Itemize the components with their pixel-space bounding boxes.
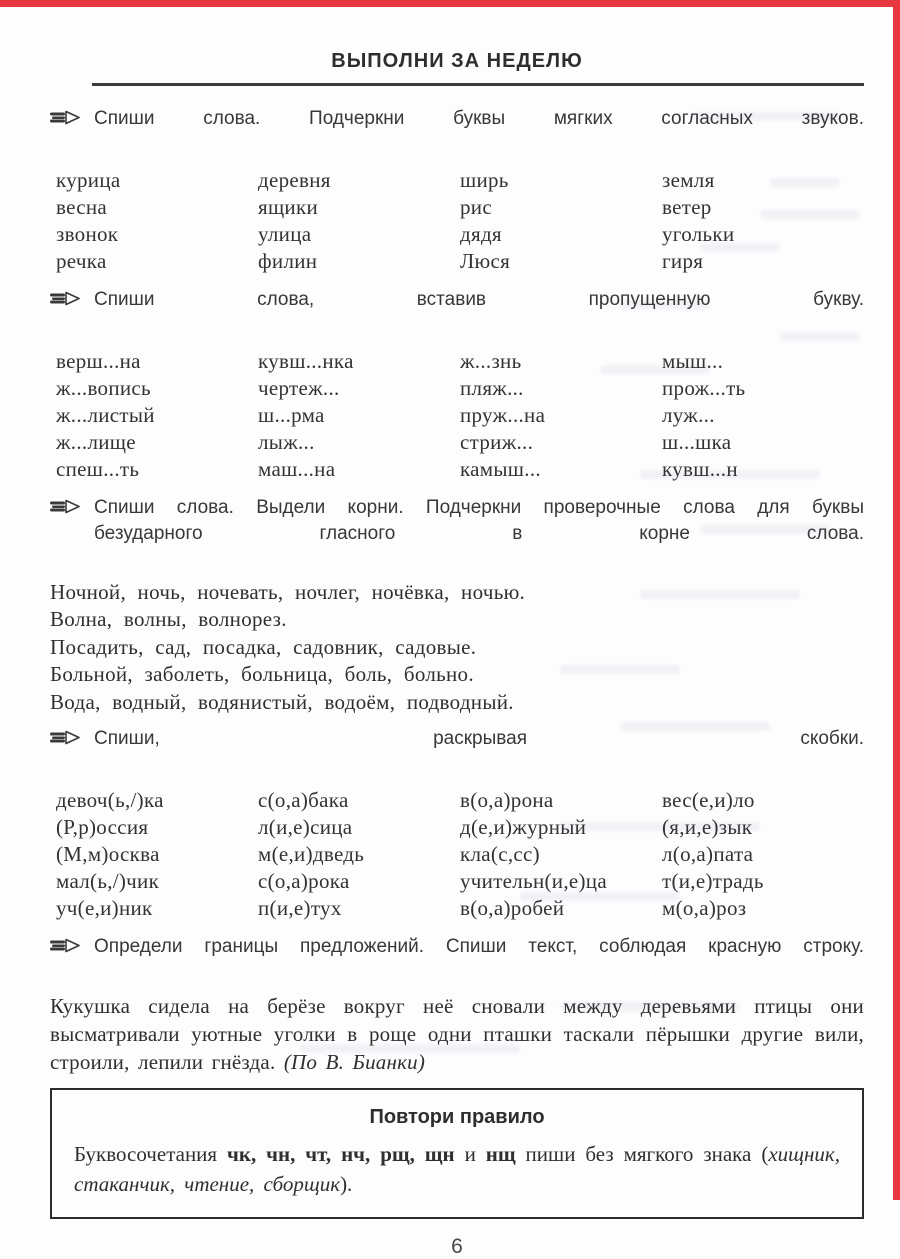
pencil-icon (50, 934, 82, 958)
word-item: улица (258, 221, 312, 246)
word-item: ветер (662, 194, 712, 219)
book-cover-top-edge (0, 0, 900, 7)
word-item: звонок (56, 221, 119, 246)
exercise-2-word-grid (50, 348, 864, 483)
word-line: Вода, водный, водянистый, водоём, подводный. (50, 689, 514, 714)
rule-text-run: хищник, стаканчик, чтение, сборщик (74, 1142, 840, 1196)
word-item: чертеж... (258, 375, 340, 400)
word-item: вес(е,и)ло (662, 788, 755, 812)
word-item: камыш... (460, 456, 541, 481)
page-header (50, 50, 864, 86)
word-item: филин (258, 248, 318, 273)
exercise-4 (50, 726, 864, 922)
text-attribution: (По В. Бианки) (283, 1050, 426, 1074)
exercise-4-instruction (50, 726, 864, 778)
word-item: маш...на (258, 456, 336, 481)
word-item: учительн(и,е)ца (460, 869, 607, 893)
word-item: гиря (662, 248, 704, 273)
word-item: луж... (662, 402, 715, 427)
instruction-text: Спиши слова. Выдели корни. Подчеркни проверочные слова для буквы безударного гласного в корне слова. (94, 496, 864, 544)
pencil-icon (50, 287, 82, 311)
word-item: п(и,е)тух (258, 896, 342, 920)
word-item: мыш... (662, 348, 724, 373)
page-number: 6 (451, 1235, 463, 1258)
word-item: ш...шка (662, 429, 732, 454)
book-cover-right-edge (893, 0, 900, 1200)
word-column (662, 787, 864, 922)
exercise-1-instruction (50, 106, 864, 158)
word-item: прож...ть (662, 375, 746, 400)
word-item: спеш...ть (56, 456, 140, 481)
word-item: девоч(ь,/)ка (56, 788, 164, 812)
word-item: рис (460, 194, 492, 219)
instruction-text: Определи границы предложений. Спиши текст, соблюдая красную строку. (94, 936, 864, 957)
word-column (460, 787, 662, 922)
word-item: с(о,а)рока (258, 869, 350, 893)
pencil-icon (50, 106, 82, 130)
word-line: Посадить, сад, посадка, садовник, садовые. (50, 634, 477, 659)
word-item: кувш...нка (258, 348, 354, 373)
word-item: ж...вопись (56, 375, 151, 400)
word-item: ящики (258, 194, 319, 219)
instruction-text: Спиши слова. Подчеркни буквы мягких согласных звуков. (94, 107, 864, 129)
word-column (56, 787, 258, 922)
word-item: (Р,р)оссия (56, 815, 149, 839)
word-item: верш...на (56, 348, 141, 373)
dictation-text (50, 992, 864, 1076)
word-item: стриж... (460, 429, 534, 454)
word-item: курица (56, 167, 121, 192)
word-column (662, 348, 864, 483)
word-column (56, 348, 258, 483)
word-line: Волна, волны, волнорез. (50, 607, 287, 631)
word-line: Ночной, ночь, ночевать, ночлег, ночёвка, ночью. (50, 579, 526, 604)
word-column (258, 167, 460, 275)
word-column (258, 787, 460, 922)
word-item: л(и,е)сица (258, 815, 353, 839)
word-item: (М,м)осква (56, 842, 160, 866)
exercise-3-word-lines (50, 579, 864, 717)
word-item: т(и,е)традь (662, 869, 764, 893)
page-title: ВЫПОЛНИ ЗА НЕДЕЛЮ (331, 50, 583, 72)
instruction-text: Спиши, раскрывая скобки. (94, 728, 864, 749)
word-item: ж...листый (56, 402, 155, 427)
word-item: уч(е,и)ник (56, 896, 153, 920)
word-item: ж...знь (460, 348, 522, 373)
rule-box (50, 1088, 864, 1219)
word-line: Больной, заболеть, больница, боль, больно. (50, 662, 474, 686)
exercise-2 (50, 287, 864, 483)
word-item: деревня (258, 167, 331, 192)
exercise-2-instruction (50, 287, 864, 339)
word-column (460, 348, 662, 483)
exercise-3-instruction (50, 495, 864, 573)
word-item: ш...рма (258, 402, 325, 427)
word-item: в(о,а)робей (460, 896, 565, 920)
word-item: м(о,а)роз (662, 896, 747, 920)
word-item: весна (56, 194, 108, 219)
word-item: мал(ь,/)чик (56, 869, 160, 893)
dictation-body: Кукушка сидела на берёзе вокруг неё сновали между деревьями птицы они высматривали уютные уголки в роще одни пташки таскали пёрышки другие вили, строили, лепили гнёзда. (50, 994, 864, 1074)
exercise-3 (50, 495, 864, 717)
word-item: ширь (460, 167, 509, 192)
word-item: в(о,а)рона (460, 788, 554, 812)
word-column (662, 167, 864, 275)
word-column (460, 167, 662, 275)
word-item: д(е,и)журный (460, 815, 587, 839)
word-item: л(о,а)пата (662, 842, 754, 866)
exercise-1 (50, 106, 864, 275)
word-item: пляж... (460, 375, 524, 400)
word-item: (я,и,е)зык (662, 815, 753, 839)
word-item: лыж... (258, 429, 315, 454)
word-item: м(е,и)дведь (258, 842, 365, 866)
rule-text-run: пиши без мягкого знака ( (515, 1142, 769, 1166)
page-footer (50, 1235, 864, 1259)
rule-box-text (74, 1139, 840, 1199)
exercise-1-word-grid (50, 167, 864, 275)
exercise-5 (50, 934, 864, 1076)
rule-text-run: нщ (485, 1142, 516, 1166)
word-item: с(о,а)бака (258, 788, 349, 812)
rule-text-run: ). (340, 1172, 353, 1196)
rule-text-run: чк, чн, чт, нч, рщ, щн (227, 1142, 455, 1166)
word-item: земля (662, 167, 715, 192)
instruction-text: Спиши слова, вставив пропущенную букву. (94, 288, 864, 310)
word-column (258, 348, 460, 483)
word-item: речка (56, 248, 107, 273)
exercise-5-instruction (50, 934, 864, 986)
word-item: кувш...н (662, 456, 738, 481)
exercise-4-word-grid (50, 787, 864, 922)
rule-text-run: и (454, 1142, 486, 1166)
word-item: Люся (460, 248, 511, 273)
rule-text-run: Буквосочетания (74, 1142, 228, 1166)
word-item: угольки (662, 221, 735, 246)
pencil-icon (50, 726, 82, 750)
word-column (56, 167, 258, 275)
word-item: ж...лище (56, 429, 136, 454)
rule-box-title: Повтори правило (369, 1106, 545, 1128)
word-item: пруж...на (460, 402, 546, 427)
word-item: дядя (460, 221, 502, 246)
word-item: кла(с,сс) (460, 842, 540, 866)
pencil-icon (50, 495, 82, 519)
title-divider (92, 83, 864, 86)
